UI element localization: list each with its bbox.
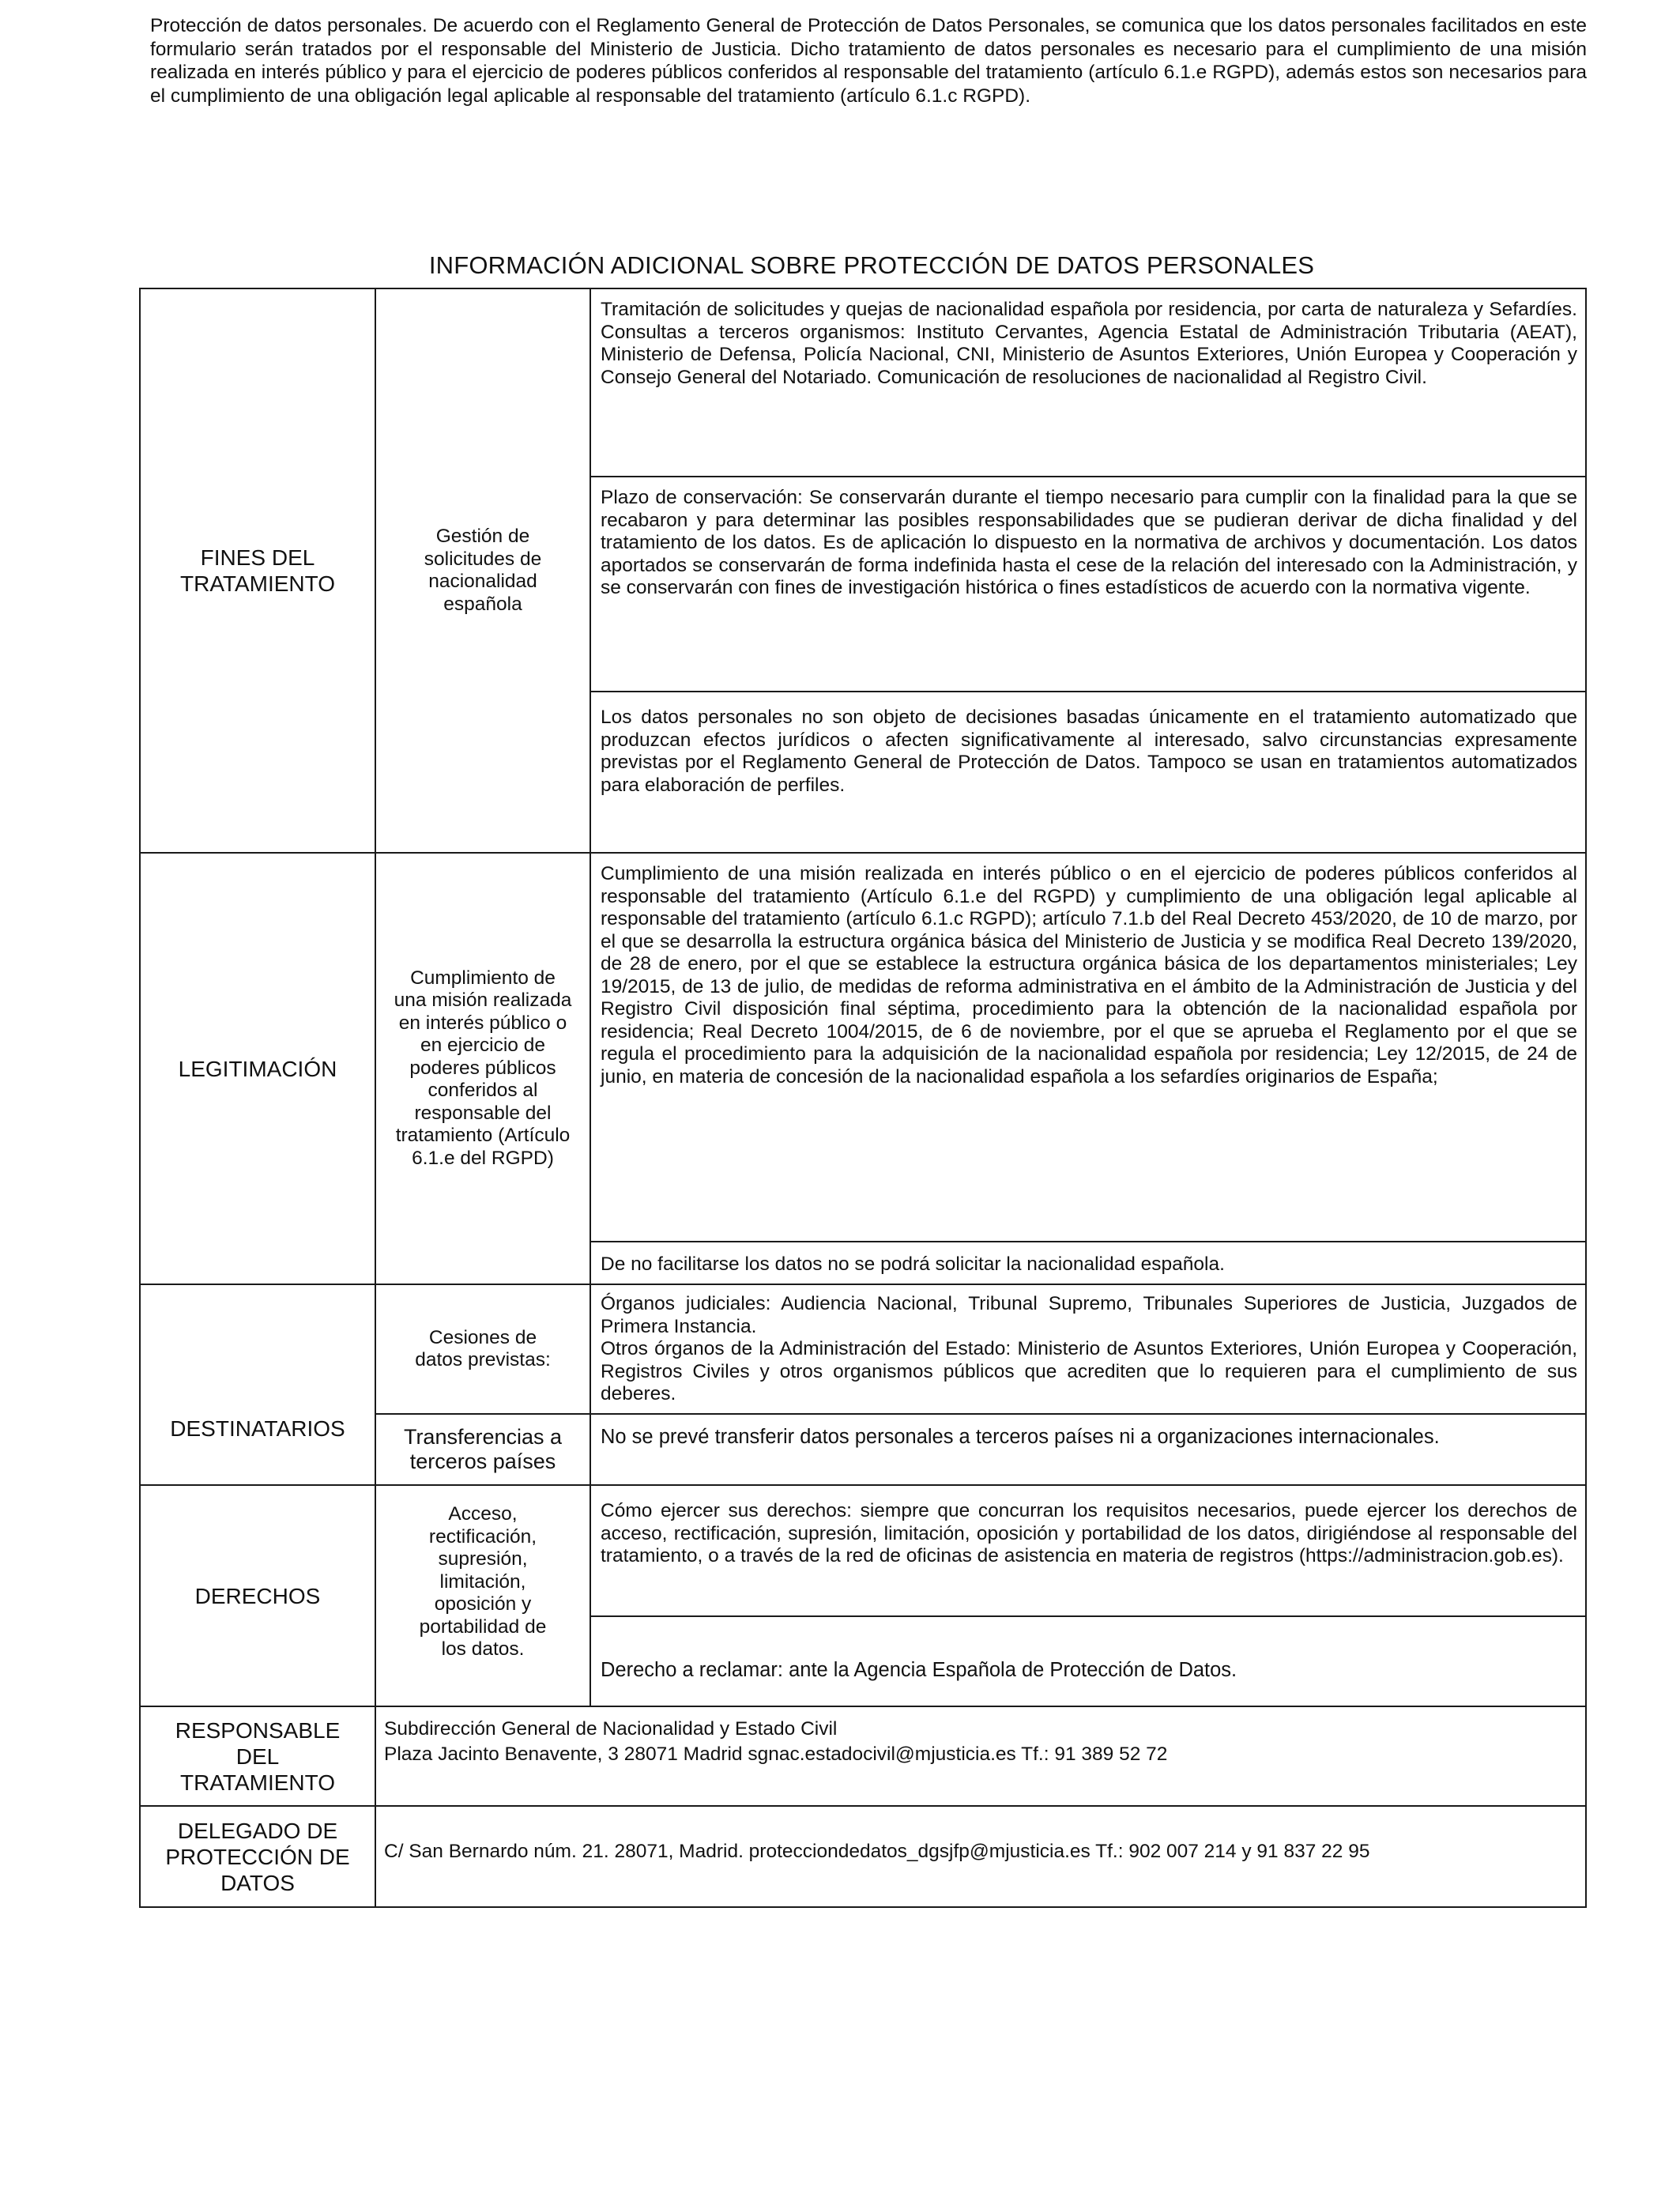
- legitimacion-middle-text: Cumplimiento de una misión realizada en interés público o en ejercicio de poderes públicos conferidos al responsable del tratamiento (Artículo 6.1.e del RGPD): [394, 967, 572, 1169]
- delegado-text-cell: [375, 1805, 1587, 1908]
- destinatarios-middle-text-1: Cesiones de datos previstas:: [415, 1326, 551, 1370]
- destinatarios-middle-cell-2: [375, 1413, 591, 1486]
- fines-text-3: Los datos personales no son objeto de decisiones basadas únicamente en el tratamiento automatizado que produzcan efectos jurídicos o afecten significativamente al interesado, salvo circunstancias expresamente previstas por el Reglamento General de Protección de Datos. Tampoco se usan en tratamientos automatizados para elaboración de perfiles.: [601, 707, 1577, 796]
- destinatarios-text-1a: Órganos judiciales: Audiencia Nacional, Tribunal Supremo, Tribunales Superiores de Justicia, Juzgados de Primera Instancia.: [601, 1293, 1577, 1337]
- legitimacion-text-2: De no facilitarse los datos no se podrá solicitar la nacionalidad española.: [601, 1253, 1225, 1275]
- delegado-label: DELEGADO DE PROTECCIÓN DE DATOS: [165, 1818, 350, 1895]
- fines-label-cell: [139, 288, 376, 854]
- responsable-line-1: Subdirección General de Nacionalidad y Estado Civil: [384, 1718, 838, 1740]
- destinatarios-text-block: [601, 1293, 1577, 1406]
- destinatarios-middle-text-2: Transferencias a terceros países: [403, 1425, 563, 1473]
- derechos-text-cell-2: [590, 1615, 1587, 1707]
- derechos-middle-cell: [375, 1484, 591, 1707]
- responsable-text-block: [384, 1717, 1167, 1767]
- intro-paragraph: Protección de datos personales. De acuerdo con el Reglamento General de Protección de Datos Personales, se comunica que los datos personales facilitados en este formulario serán tratados por el responsable del Ministerio de Justicia. Dicho tratamiento de datos personales es necesario para el cumplimiento de una misión realizada en interés público y para el ejercicio de poderes públicos conferidos al responsable del tratamiento (artículo 6.1.e RGPD), además estos son necesarios para el cumplimiento de una obligación legal aplicable al responsable del tratamiento (artículo 6.1.c RGPD).: [150, 15, 1587, 107]
- fines-text-2: Plazo de conservación: Se conservarán durante el tiempo necesario para cumplir con la finalidad para la que se recabaron y para determinar las posibles responsabilidades que se pudieran derivar de dicha finalidad y del tratamiento de los datos. Es de aplicación lo dispuesto en la normativa de archivos y documentación. Los datos aportados se conservarán de forma indefinida hasta el cese de la relación del interesado con la Administración, y se conservarán con fines de investigación histórica o fines estadísticos de acuerdo con la normativa vigente.: [601, 487, 1577, 598]
- fines-label: FINES DEL TRATAMIENTO: [180, 545, 335, 596]
- fines-middle-cell: [375, 288, 591, 854]
- derechos-label-cell: [139, 1484, 376, 1707]
- responsable-label: RESPONSABLE DEL TRATAMIENTO: [175, 1717, 341, 1795]
- destinatarios-text-cell-1: [590, 1284, 1587, 1415]
- destinatarios-text-cell-2: [590, 1413, 1587, 1486]
- legitimacion-text-cell-2: [590, 1241, 1587, 1285]
- destinatarios-label: DESTINATARIOS: [170, 1416, 345, 1441]
- derechos-label: DERECHOS: [194, 1583, 321, 1608]
- legitimacion-text-1: Cumplimiento de una misión realizada en interés público o en el ejercicio de poderes públicos conferidos al responsable del tratamiento (Artículo 6.1.e del RGPD) y cumplimiento de una obligación legal aplicable al responsable del tratamiento (artículo 6.1.c RGPD); artículo 7.1.b del Real Decreto 453/2020, de 10 de marzo, por el que se desarrolla la estructura orgánica básica del Ministerio de Justicia y se modifica Real Decreto 139/2020, de 28 de enero, por el que se establece la estructura orgánica básica de los departamentos ministeriales; Ley 19/2015, de 13 de julio, de medidas de reforma administrativa en el ámbito de la Administración de Justicia y del Registro Civil disposición final séptima, procedimiento para la obtención de la nacionalidad española por residencia; Real Decreto 1004/2015, de 6 de noviembre, por el que se aprueba el Reglamento por el que se regula el procedimiento para la adquisición de la nacionalidad española por residencia; Ley 12/2015, de 24 de junio, en materia de concesión de la nacionalidad española a los sefardíes originarios de España;: [601, 863, 1577, 1088]
- destinatarios-label-cell: [139, 1284, 376, 1486]
- fines-text-cell-2: [590, 476, 1587, 692]
- destinatarios-middle-cell-1: [375, 1284, 591, 1415]
- fines-text-1: Tramitación de solicitudes y quejas de nacionalidad española por residencia, por carta de naturaleza y Sefardíes. Consultas a terceros organismos: Instituto Cervantes, Agencia Estatal de Administración Tributaria (AEAT), Ministerio de Defensa, Policía Nacional, CNI, Ministerio de Asuntos Exteriores, Unión Europea y Cooperación y Consejo General del Notariado. Comunicación de resoluciones de nacionalidad al Registro Civil.: [601, 299, 1577, 388]
- legitimacion-label: LEGITIMACIÓN: [178, 1056, 337, 1081]
- legitimacion-middle-cell: [375, 852, 591, 1285]
- derechos-text-2: Derecho a reclamar: ante la Agencia Española de Protección de Datos.: [601, 1658, 1237, 1681]
- destinatarios-text-2: No se prevé transferir datos personales a terceros países ni a organizaciones internacionales.: [601, 1426, 1440, 1448]
- fines-middle-text: Gestión de solicitudes de nacionalidad española: [424, 526, 542, 615]
- table-title: INFORMACIÓN ADICIONAL SOBRE PROTECCIÓN DE DATOS PERSONALES: [428, 251, 1315, 279]
- legitimacion-label-cell: [139, 852, 376, 1285]
- fines-text-cell-3: [590, 691, 1587, 854]
- fines-text-cell-1: [590, 288, 1587, 477]
- derechos-text-cell-1: [590, 1484, 1587, 1617]
- responsable-line-2: Plaza Jacinto Benavente, 3 28071 Madrid sgnac.estadocivil@mjusticia.es Tf.: 91 389 52 72: [384, 1744, 1168, 1765]
- responsable-label-cell: [139, 1706, 376, 1807]
- responsable-text-cell: [375, 1706, 1587, 1807]
- derechos-middle-text: Acceso, rectificación, supresión, limitación, oposición y portabilidad de los datos.: [419, 1503, 547, 1660]
- derechos-text-1: Cómo ejercer sus derechos: siempre que concurran los requisitos necesarios, puede ejercer los derechos de acceso, rectificación, supresión, limitación, oposición y portabilidad de los datos, dirigiéndose al responsable del tratamiento, o a través de la red de oficinas de asistencia en materia de registros (https://administracion.gob.es).: [601, 1500, 1577, 1566]
- delegado-label-cell: [139, 1805, 376, 1908]
- delegado-text: C/ San Bernardo núm. 21. 28071, Madrid. protecciondedatos_dgsjfp@mjusticia.es Tf.: 902 007 214 y 91 837 22 95: [384, 1841, 1370, 1862]
- legitimacion-text-cell-1: [590, 852, 1587, 1242]
- destinatarios-text-1b: Otros órganos de la Administración del Estado: Ministerio de Asuntos Exteriores, Unión Europea y Cooperación, Registros Civiles y otros organismos públicos que acrediten que lo requieren para el cumplimiento de sus deberes.: [601, 1338, 1577, 1404]
